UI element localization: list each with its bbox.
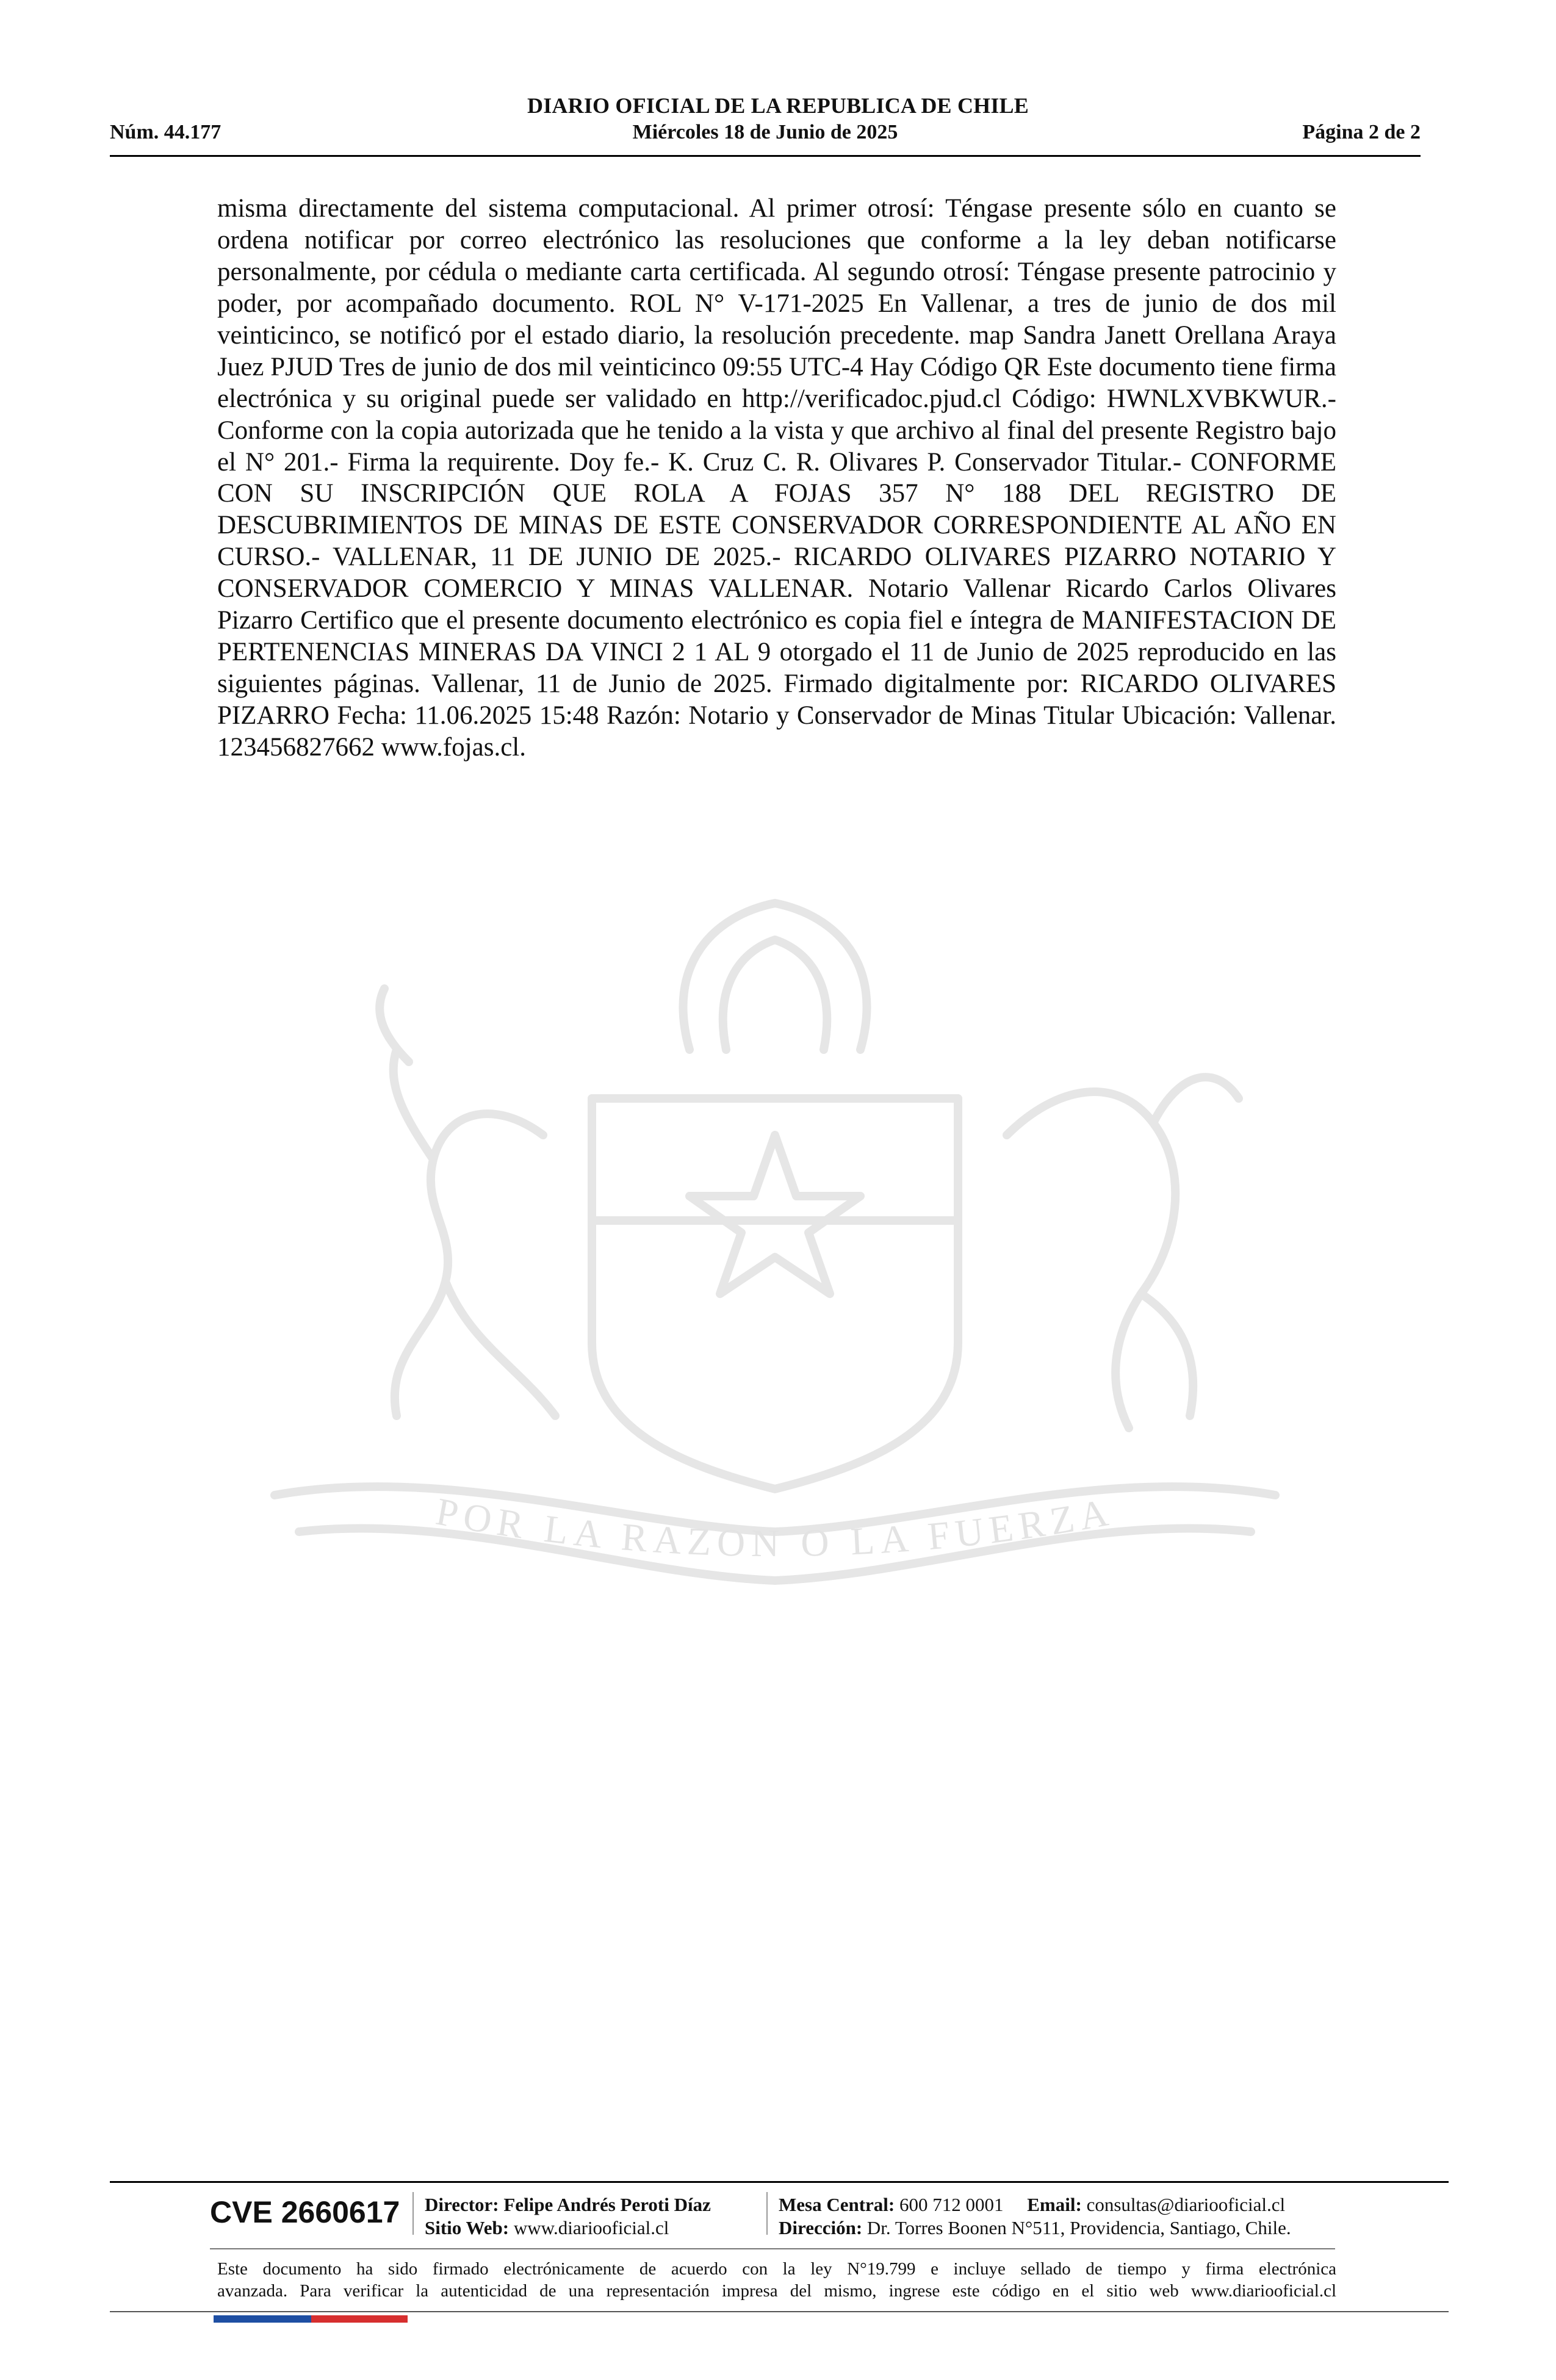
- legal-notice: [217, 2258, 1336, 2302]
- coat-of-arms-watermark: [201, 879, 1349, 1672]
- website-link[interactable]: www.diariooficial.cl: [513, 2217, 669, 2238]
- footer-separator: [412, 2192, 414, 2235]
- legal-notice-line: avanzada. Para verificar la autenticidad de una representación impresa del mismo, ingrese este código en el sitio web www.diariooficial.cl: [217, 2281, 1336, 2301]
- email-link[interactable]: consultas@diariooficial.cl: [1086, 2194, 1286, 2215]
- motto-text: POR LA RAZON O LA FUERZA: [433, 1489, 1117, 1565]
- contact-line: [779, 2193, 1291, 2216]
- website-line: [425, 2216, 711, 2240]
- flag-red-bar: [311, 2315, 408, 2323]
- flag-stripe: [214, 2315, 408, 2323]
- address-label: Dirección:: [779, 2217, 863, 2238]
- header-row: [110, 121, 1421, 149]
- footer-divider-top: [110, 2181, 1449, 2183]
- address-line: [779, 2216, 1291, 2240]
- issue-number: Núm. 44.177: [110, 121, 222, 143]
- director-name: Felipe Andrés Peroti Díaz: [503, 2194, 711, 2215]
- legal-notice-line: Este documento ha sido firmado electrónicamente de acuerdo con la ley N°19.799 e incluye sellado de tiempo y firma electrónica: [217, 2259, 1336, 2279]
- footer-divider-bottom: [110, 2311, 1449, 2312]
- address-value: Dr. Torres Boonen N°511, Providencia, Santiago, Chile.: [866, 2217, 1291, 2238]
- email-label: Email:: [1027, 2194, 1082, 2215]
- footer-divider-mid: [210, 2248, 1335, 2249]
- header-divider: [110, 155, 1421, 157]
- issue-date: Miércoles 18 de Junio de 2025: [632, 121, 898, 143]
- cve-code: CVE 2660617: [210, 2195, 400, 2229]
- page-indicator: Página 2 de 2: [1302, 121, 1421, 143]
- website-label: Sitio Web:: [425, 2217, 510, 2238]
- footer-contact-block: [779, 2193, 1291, 2240]
- director-label: Director:: [425, 2194, 499, 2215]
- body-paragraph: misma directamente del sistema computacional. Al primer otrosí: Téngase presente sólo en cuanto se ordena notificar por correo electrónico las resoluciones que conforme a la ley deban notificarse personalmente, por cédula o mediante carta certificada. Al segundo otrosí: Téngase presente patrocinio y poder, por acompañado documento. ROL N° V-171-2025 En Vallenar, a tres de junio de dos mil veinticinco, se notificó por el estado diario, la resolución precedente. map Sandra Janett Orellana Araya Juez PJUD Tres de junio de dos mil veinticinco 09:55 UTC-4 Hay Código QR Este documento tiene firma electrónica y su original puede ser validado en http://verificadoc.pjud.cl Código: HWNLXVBKWUR.- Conforme con la copia autorizada que he tenido a la vista y que archivo al final del presente Registro bajo el N° 201.- Firma la requirente. Doy fe.- K. Cruz C. R. Olivares P. Conservador Titular.- CONFORME CON SU INSCRIPCIÓN QUE ROLA A FOJAS 357 N° 188 DEL REGISTRO DE DESCUBRIMIENTOS DE MINAS DE ESTE CONSERVADOR CORRESPONDIENTE AL AÑO EN CURSO.- VALLENAR, 11 DE JUNIO DE 2025.- RICARDO OLIVARES PIZARRO NOTARIO Y CONSERVADOR COMERCIO Y MINAS VALLENAR. Notario Vallenar Ricardo Carlos Olivares Pizarro Certifico que el presente documento electrónico es copia fiel e íntegra de MANIFESTACION DE PERTENENCIAS MINERAS DA VINCI 2 1 AL 9 otorgado el 11 de Junio de 2025 reproducido en las siguientes páginas. Vallenar, 11 de Junio de 2025. Firmado digitalmente por: RICARDO OLIVARES PIZARRO Fecha: 11.06.2025 15:48 Razón: Notario y Conservador de Minas Titular Ubicación: Vallenar. 123456827662 www.fojas.cl.: [217, 194, 1336, 762]
- flag-blue-bar: [214, 2315, 311, 2323]
- gazette-title: DIARIO OFICIAL DE LA REPUBLICA DE CHILE: [527, 93, 1029, 118]
- mesa-phone: 600 712 0001: [899, 2194, 1004, 2215]
- footer-separator: [766, 2192, 768, 2235]
- director-line: [425, 2193, 711, 2216]
- footer-director-block: [425, 2193, 711, 2240]
- mesa-label: Mesa Central:: [779, 2194, 895, 2215]
